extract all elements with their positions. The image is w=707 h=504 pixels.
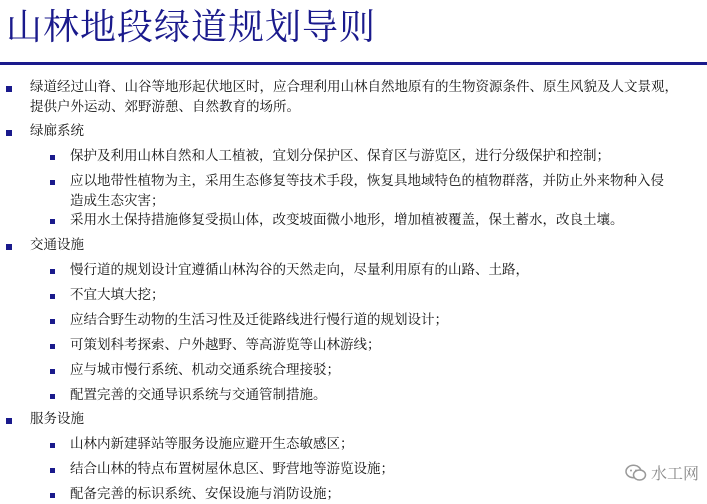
sub-bullet-marker: [50, 155, 55, 160]
list-item: 采用水土保持措施修复受损山体，改变坡面微小地形，增加植被覆盖，保土蓄水，改良土壤。: [70, 212, 624, 228]
sub-bullet-marker: [50, 180, 55, 185]
list-item: 应与城市慢行系统、机动交通系统合理接驳；: [70, 362, 340, 378]
list-item: 结合山林的特点布置树屋休息区、野营地等游览设施；: [70, 461, 394, 477]
sub-bullet-marker: [50, 319, 55, 324]
watermark-text: 水工网: [650, 464, 699, 483]
sub-bullet-marker: [50, 294, 55, 299]
section-heading: 交通设施: [30, 237, 84, 253]
list-item: 保护及利用山林自然和人工植被，宜划分保护区、保育区与游览区，进行分级保护和控制；: [70, 148, 610, 164]
title-divider: [0, 62, 707, 65]
list-item: 不宜大填大挖；: [70, 287, 165, 303]
section-heading: 绿廊系统: [30, 123, 84, 139]
list-item: 应结合野生动物的生活习性及迁徙路线进行慢行道的规划设计；: [70, 312, 448, 328]
wechat-icon: [625, 464, 647, 482]
section-heading: 服务设施: [30, 411, 84, 427]
sub-bullet-marker: [50, 344, 55, 349]
sub-bullet-marker: [50, 369, 55, 374]
bullet-marker: [6, 244, 12, 250]
list-item: 应以地带性植物为主，采用生态修复等技术手段，恢复具地域特色的植物群落，并防止外来物种入侵: [70, 173, 664, 189]
list-item: 配置完善的交通导识系统与交通管制措施。: [70, 387, 327, 403]
list-item: 可策划科考探索、户外越野、等高游览等山林游线；: [70, 337, 381, 353]
list-item: 慢行道的规划设计宜遵循山林沟谷的天然走向，尽量利用原有的山路、土路，: [70, 262, 529, 278]
list-item: 配备完善的标识系统、安保设施与消防设施；: [70, 486, 340, 502]
sub-bullet-marker: [50, 219, 55, 224]
sub-bullet-marker: [50, 443, 55, 448]
bullet-marker: [6, 418, 12, 424]
bullet-marker: [6, 130, 12, 136]
sub-bullet-marker: [50, 269, 55, 274]
list-item: 山林内新建驿站等服务设施应避开生态敏感区；: [70, 436, 354, 452]
list-item-continuation: 提供户外运动、郊野游憩、自然教育的场所。: [30, 99, 300, 115]
sub-bullet-marker: [50, 468, 55, 473]
sub-bullet-marker: [50, 394, 55, 399]
page-title: 山林地段绿道规划导则: [6, 7, 377, 48]
list-item: 绿道经过山脊、山谷等地形起伏地区时，应合理利用山林自然地原有的生物资源条件、原生风貌及人文景观，: [30, 79, 678, 95]
watermark: [625, 461, 699, 484]
sub-bullet-marker: [50, 493, 55, 498]
bullet-marker: [6, 86, 12, 92]
list-item-continuation: 造成生态灾害；: [70, 193, 165, 209]
